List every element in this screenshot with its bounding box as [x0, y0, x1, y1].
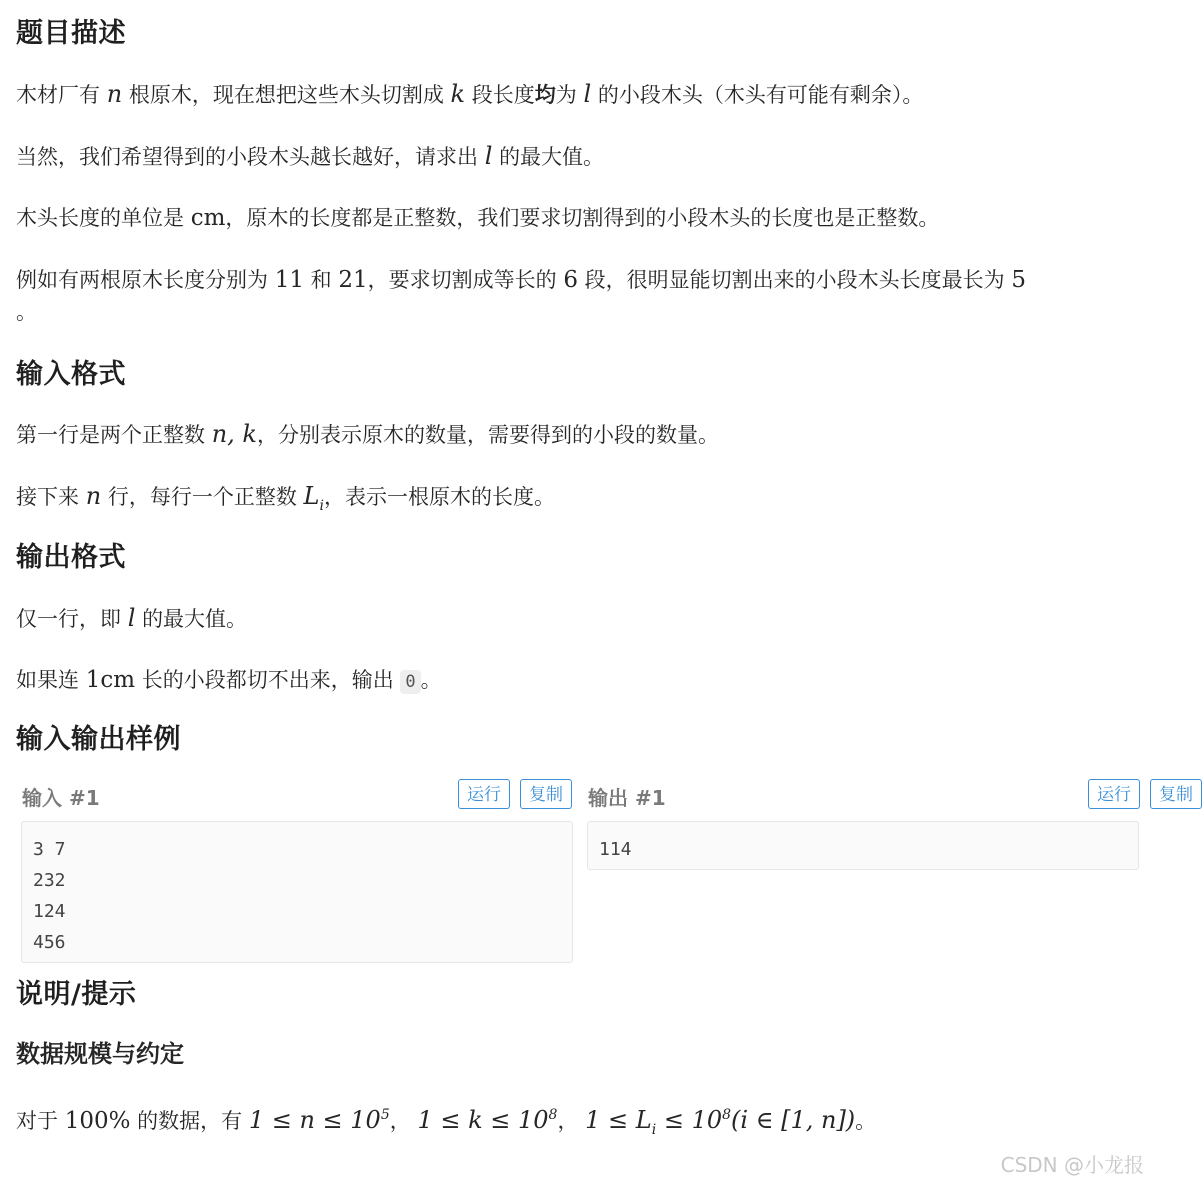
hint-paragraph: 对于 100% 的数据，有 $1 \le n \le 10^5$， $1 \le k \le 10^8$， $1 \le L_i \le 10^8(i$ ∈ [1, n])。: [16, 1106, 877, 1138]
unit-cm: cm: [190, 205, 226, 231]
output-format-heading: 输出格式: [16, 542, 126, 573]
math-n-k: n, k: [211, 420, 257, 448]
samples-heading: 输入输出样例: [16, 724, 181, 755]
description-paragraph-1: 木材厂有 n 根原木，现在想把这些木头切割成 k 段长度均为 l 的小段木头（木头有可能有剩余）。: [16, 80, 924, 108]
description-paragraph-4: 例如有两根原木长度分别为 11 和 21，要求切割成等长的 6 段，很明显能切割出来的小段木头长度最长为 5 。: [16, 267, 1026, 324]
bold-emphasis: 均: [534, 83, 556, 107]
csdn-watermark: CSDN @小龙报: [1000, 1153, 1144, 1177]
input-format-paragraph-2: 接下来 n 行，每行一个正整数 $L_i$，表示一根原木的长度。: [16, 482, 555, 514]
math-n: n: [85, 482, 102, 510]
input-format-heading: 输入格式: [16, 359, 126, 390]
description-heading: 题目描述: [16, 18, 126, 49]
run-button[interactable]: 运行: [458, 779, 510, 809]
hint-heading: 说明/提示: [16, 979, 137, 1010]
copy-button[interactable]: 复制: [520, 779, 572, 809]
math-L-i: $L_i$: [303, 482, 324, 514]
description-paragraph-2: 当然，我们希望得到的小段木头越长越好，请求出 l 的最大值。: [16, 142, 605, 170]
unit-1cm: 1cm: [85, 667, 136, 693]
sample-output-header: [582, 778, 1193, 814]
inline-code-zero: 0: [400, 670, 420, 694]
constraint-k: $1 \le k \le 10^8$: [417, 1106, 558, 1134]
copy-button[interactable]: 复制: [1150, 779, 1202, 809]
output-format-paragraph-2: 如果连 1cm 长的小段都切不出来，输出 0 。: [16, 667, 442, 693]
sample-output-label: 输出 #1: [588, 786, 666, 810]
input-format-paragraph-1: 第一行是两个正整数 n, k，分别表示原木的数量，需要得到的小段的数量。: [16, 420, 719, 448]
sample-input-panel: [16, 778, 570, 953]
output-format-paragraph-1: 仅一行，即 l 的最大值。: [16, 604, 248, 632]
math-k: k: [450, 80, 466, 108]
percent-100: 100%: [64, 1108, 131, 1134]
math-l: l: [484, 142, 493, 170]
run-button[interactable]: 运行: [1088, 779, 1140, 809]
description-paragraph-3: 木头长度的单位是 cm，原木的长度都是正整数，我们要求切割得到的小段木头的长度也是正整数。: [16, 205, 940, 231]
sample-input-header: [16, 778, 570, 814]
sample-output-panel: [582, 778, 1193, 860]
constraint-L: $1 \le L_i \le 10^8(i$ ∈ [1, n]): [585, 1106, 856, 1138]
sample-input-label: 输入 #1: [22, 786, 100, 810]
sample-row: [16, 778, 1193, 964]
math-n: n: [106, 80, 123, 108]
data-scale-subheading: 数据规模与约定: [16, 1040, 184, 1068]
math-l: l: [127, 604, 136, 632]
math-l: l: [583, 80, 592, 108]
sample-input-code[interactable]: 3 7 232 124 456: [21, 821, 573, 963]
constraint-n: $1 \le n \le 10^5$: [248, 1106, 390, 1134]
sample-output-code[interactable]: 114: [587, 821, 1139, 870]
